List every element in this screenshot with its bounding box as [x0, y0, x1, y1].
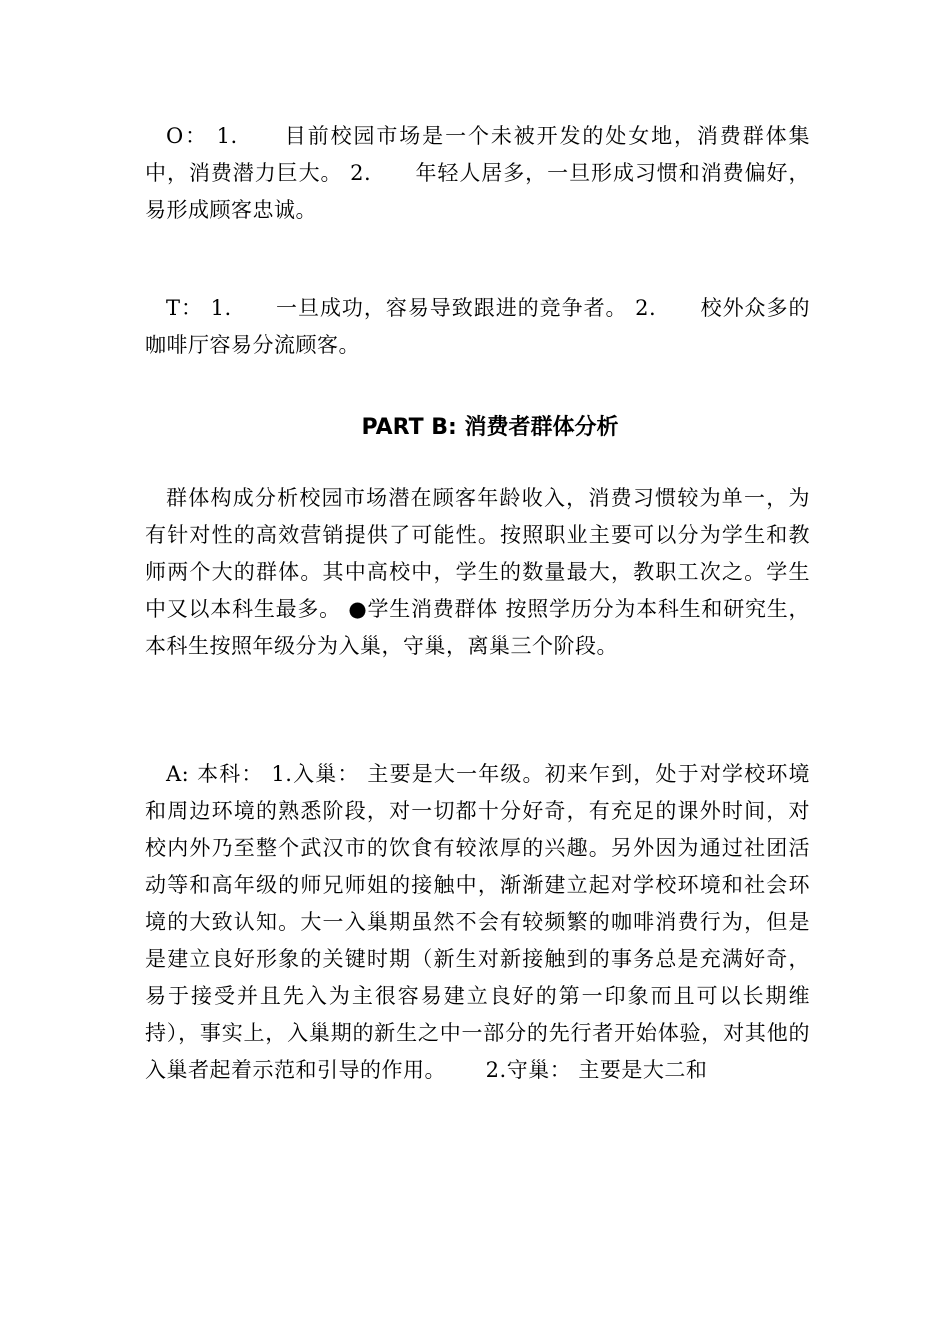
paragraph-undergraduate: A: 本科： 1.入巢： 主要是大一年级。初来乍到，处于对学校环境和周边环境的熟悉阶段，对一切都十分好奇，有充足的课外时间，对校内外乃至整个武汉市的饮食有较浓厚的兴趣。另外因为通过社团活动等和高年级的师兄师姐的接触中，渐渐建立起对学校环境和社会环境的大致认知。大一入巢期虽然不会有较频繁的咖啡消费行为，但是是建立良好形象的关键时期（新生对新接触到的事务总是充满好奇，易于接受并且先入为主很容易建立良好的第一印象而且可以长期维持），事实上，入巢期的新生之中一部分的先行者开始体验，对其他的入巢者起着示范和引导的作用。 2.守巢： 主要是大二和 [145, 762, 810, 1082]
paragraph-threats: T： 1. 一旦成功，容易导致跟进的竞争者。 2. 校外众多的咖啡厅容易分流顾客。 [145, 296, 810, 357]
paragraph-group-analysis: 群体构成分析校园市场潜在顾客年龄收入，消费习惯较为单一，为有针对性的高效营销提供了可能性。按照职业主要可以分为学生和教师两个大的群体。其中高校中，学生的数量最大，教职工次之。学生中又以本科生最多。 ●学生消费群体 按照学历分为本科生和研究生，本科生按照年级分为入巢，守巢，离巢三个阶段。 [145, 486, 810, 658]
section-heading: PART B: 消费者群体分析 [361, 415, 619, 440]
paragraph-opportunities: O： 1. 目前校园市场是一个未被开发的处女地，消费群体集中，消费潜力巨大。 2. 年轻人居多，一旦形成习惯和消费偏好，易形成顾客忠诚。 [145, 124, 810, 222]
